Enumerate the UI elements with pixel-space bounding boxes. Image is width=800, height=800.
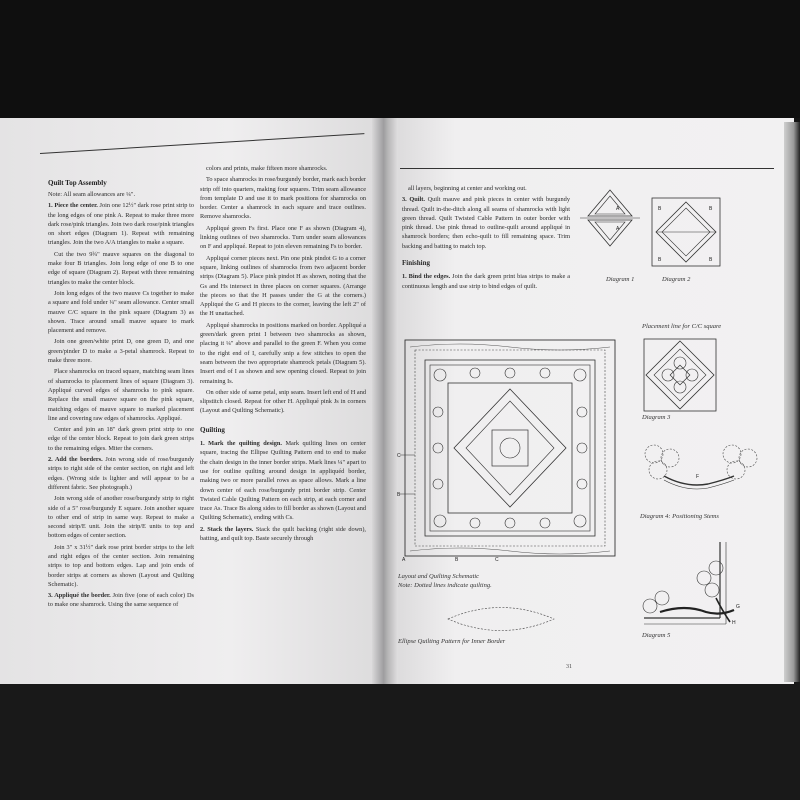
paragraph (48, 455, 194, 492)
paragraph-text: Join one green/white print D, one green D, and one green/pinder D to make a 3-petal shamrock. Repeat to make three more. (48, 338, 194, 365)
diagram-3 (640, 335, 720, 415)
note-text: Note: All seam allowances are ¼". (48, 191, 136, 198)
paragraph-text: Join wrong side of another rose/burgundy strip to right side of a 5" rose/burgundy E square. Join another square to other end of strip in same way. Repeat to make a second strip/E unit. Join the strip/E units to top and bottom edges of center section. (48, 495, 194, 540)
d2-letter-b-2: B (709, 206, 713, 212)
right-header-rule (400, 168, 774, 169)
step-lead: 3. Appliqué the border. (48, 592, 111, 600)
diagram-1 (580, 186, 640, 256)
paragraph-text: Join one 12½" dark rose print strip to the long edges of one pink A. Repeat to make three more dark rose/pink triangles. Join two dark rose/pink triangles on short edges (Diagram 1). Repeat with remaining triangles. Join the two A/A triangles to make a square. (48, 202, 194, 247)
d5-letter-g: G (736, 604, 740, 610)
d2-letter-b-1: B (658, 206, 662, 212)
book-gutter (372, 118, 398, 684)
paragraph-text: On other side of same petal, snip seam. Insert left end of H and slipstitch closed. Repeat for other H. Appliqué pink Js in corners (Layout and Quilting Schematic). (200, 388, 366, 415)
diagram-1-caption: Diagram 1 (606, 276, 635, 283)
schematic-letter-c-bottom: C (495, 557, 499, 563)
paragraph (48, 543, 194, 589)
page-number: 31 (566, 664, 572, 670)
step-lead: 2. Add the borders. (48, 456, 103, 464)
paragraph (200, 439, 366, 523)
d1-letter-a-top: A (616, 206, 620, 212)
schematic-letter-b-left: B (397, 492, 401, 498)
step-lead: 1. Bind the edges. (402, 273, 451, 281)
paragraph-text: Quilt mauve and pink pieces in center with burgundy thread. Quilt in-the-ditch along all seams of shamrocks with light green thread. Quilt Twisted Cable Pattern in outer border with pink thread. Use pink thread to outline-quilt around appliqué in shamrock borders; then echo-quilt to fill remaining space. Trim backing and batting to match top. (402, 196, 570, 250)
step-lead: 3. Quilt. (402, 196, 425, 204)
d2-letter-b-4: B (709, 257, 713, 263)
paragraph-text: Join 3" x 31½" dark rose print border strips to the left and right edges of the center section. Join remaining strips to top and bottom edges. Lap and join ends of border strips at corners as shown (Layout and Quilting Schematic). (48, 543, 194, 588)
paragraph (48, 367, 194, 423)
paragraph (200, 224, 366, 252)
paragraph (48, 201, 194, 247)
schematic-letter-c-left: C (397, 453, 401, 459)
paragraph-text: Appliqué corner pieces next. Pin one pink pindot G to a corner square, linking outlines of shamrocks from two adjacent border strips (Diagram 5). Place pink pindot H as shown, noting that the Gs and Hs intersect in three places on corner squares. (Arrange the pieces so that the H passes under the G at the corners.) Appliqué the G and H pieces to the corner, leaving the left 2" of the H unattached. (200, 254, 366, 318)
paragraph (200, 321, 366, 386)
paragraph (48, 494, 194, 540)
paragraph-text: To space shamrocks in rose/burgundy border, mark each border strip off into quarters, making four squares. Trim seam allowance from template D and use it to mark positions for shamrocks on border. Center a shamrock in each square and trace outlines. Remove shamrocks. (200, 176, 366, 221)
paragraph (48, 591, 194, 610)
paragraph (402, 184, 570, 193)
left-column-1 (48, 190, 194, 612)
paragraph (48, 337, 194, 365)
diagram-3-caption: Diagram 3 (642, 414, 671, 421)
paragraph-text: Cut the two 9¾" mauve squares on the diagonal to make four B triangles. Join long edge of one B to one edge of square (Diagram 2). Repeat with three remaining triangles to make the center block. (48, 250, 194, 286)
schematic-letter-b-bottom: B (455, 557, 459, 563)
step-lead: 2. Stack the layers. (200, 525, 254, 533)
step-lead: 1. Mark the quilting design. (200, 440, 282, 448)
ellipse-quilting-pattern (446, 604, 556, 634)
diagram-3-placement-label: Placement line for C/C square (642, 323, 722, 330)
background-top (0, 0, 800, 118)
schematic-note: Note: Dotted lines indicate quilting. (398, 582, 492, 589)
paragraph-text: Stack the quilt backing (right side down), batting, and quilt top. Baste securely through (200, 525, 366, 542)
d4-letter-f: F (696, 474, 700, 480)
page-edge (784, 122, 800, 682)
schematic-letter-a: A (402, 557, 406, 563)
left-column-2 (200, 164, 366, 545)
diagram-2-caption: Diagram 2 (662, 276, 691, 283)
paragraph-text: Join five (one of each color) Ds to make one shamrock. Using the same sequence of (48, 592, 194, 609)
paragraph-text: Appliqué shamrocks in positions marked on border. Appliqué a green/dark green print I between two shamrocks as shown, placing it ¼" above and parallel to the green F. When you come to the right end of I, carefully snip a few stitches to open the seam between the two appropriate shamrock petals (Diagram 5). Insert end of I as shown and sew opening closed. Repeat to join remaining Is. (200, 321, 366, 385)
paragraph (48, 289, 194, 335)
ellipse-caption: Ellipse Quilting Pattern for Inner Border (398, 638, 506, 645)
quilting-heading: Quilting (200, 425, 225, 434)
step-lead: 1. Piece the center. (48, 202, 98, 210)
layout-quilting-schematic (397, 337, 620, 563)
finishing-heading: Finishing (402, 259, 431, 268)
paragraph (200, 175, 366, 221)
paragraph (402, 195, 570, 251)
diagram-4 (636, 442, 766, 502)
paragraph-text: Center and join an 18" dark green print strip to one edge of the center block. Repeat to join dark green strips to the remaining edges. Miter the corners. (48, 426, 194, 452)
paragraph (48, 425, 194, 453)
paragraph-text: all layers, beginning at center and working out. (408, 185, 527, 192)
paragraph (200, 254, 366, 319)
diagram-5 (640, 538, 750, 628)
d1-letter-a-bottom: A (616, 226, 620, 232)
paragraph-text: colors and prints, make fifteen more shamrocks. (206, 165, 328, 172)
right-column (402, 184, 570, 293)
paragraph (200, 164, 366, 173)
paragraph-text: Join the dark green print bias strips to make a continuous length and use strip to bind edges of quilt. (402, 273, 570, 290)
diagram-4-caption: Diagram 4: Positioning Stems (640, 513, 719, 520)
paragraph-text: Join long edges of the two mauve Cs together to make a square and fold under ¼" seam allowance. Center small mauve C/C square in the pink square (Diagram 3) as shown. Trace around small mauve square to mark placement and remove. (48, 289, 194, 335)
d2-letter-b-3: B (658, 257, 662, 263)
d5-letter-h: H (732, 620, 736, 626)
paragraph (200, 525, 366, 544)
background-bottom (0, 682, 800, 800)
paragraph-text: Join wrong side of rose/burgundy strips to right side of the center section, on right and left edges. (Wrong side is lighter and will appear to be a different fabric. See photograph.) (48, 456, 195, 491)
paragraph (200, 388, 366, 416)
paragraph-text: Mark quilting lines on center square, tracing the Ellipse Quilting Pattern end to end to make the chain design in the inner border strips. Mark lines ¼" apart to use for outline quilting around design in appliquéd border, making two or more parallel rows as space allows. Mark a line down center of each rose/burgundy print border strip. Center Twisted Cable Quilting Pattern on each strip, at each corner and trace As. Trace Bs along sides to fill border as shown (Layout and Quilting Schematic), ending with Cs. (200, 440, 367, 522)
paragraph-text: Place shamrocks on traced square, matching seam lines of shamrocks to placement lines of square (Diagram 3). Appliqué curved edges of shamrocks to pink square. Replace the small mauve square on the pink square, matching edges of mauve square to marked placement line and covering raw edges of shamrocks. Appliqué. (48, 368, 194, 422)
paragraph (402, 272, 570, 291)
quilt-top-assembly-heading: Quilt Top Assembly (48, 179, 107, 187)
diagram-2 (646, 192, 726, 272)
paragraph-text: Appliqué green Fs first. Place one F as shown (Diagram 4), linking outlines of two shamrocks. Turn under seam allowances on F and appliqué. Repeat to join eleven remaining Fs to border. (200, 224, 366, 251)
paragraph (48, 250, 194, 287)
schematic-caption: Layout and Quilting Schematic (398, 573, 480, 580)
diagram-5-caption: Diagram 5 (642, 632, 671, 639)
